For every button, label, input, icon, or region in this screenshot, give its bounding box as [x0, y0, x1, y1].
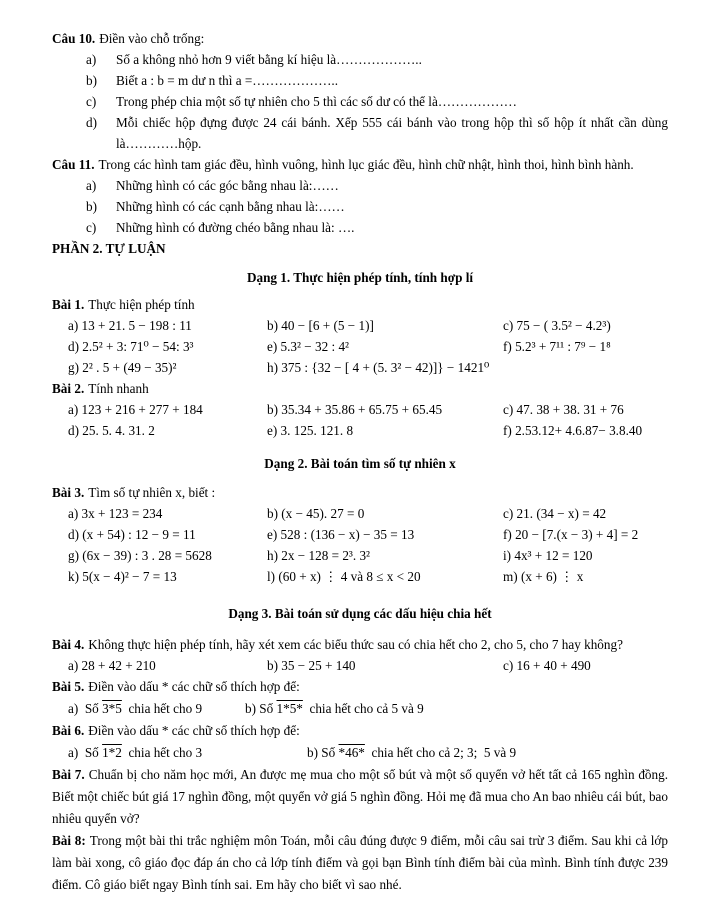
exercise-item: d) (x + 54) : 12 − 9 = 11: [68, 527, 196, 542]
cau10-label: Câu 10.: [52, 31, 96, 46]
item-suffix: chia hết cho 9: [121, 701, 203, 716]
overlined-number: 1*5*: [276, 701, 303, 716]
bai6-header: [52, 720, 668, 741]
item-suffix: chia hết cho cả 2; 3; 5 và 9: [364, 745, 517, 760]
bai6-items: [68, 741, 668, 764]
exercise-item: l) (60 + x) ⋮ 4 và 8 ≤ x < 20: [267, 569, 421, 584]
exercise-item: c) 47. 38 + 38. 31 + 76: [503, 402, 624, 417]
exercise-item: m) (x + 6) ⋮ x: [503, 569, 584, 584]
exercise-item: b) 35 − 25 + 140: [267, 658, 356, 673]
bai7-label: Bài 7.: [52, 767, 85, 782]
bai3-items: [68, 503, 668, 587]
cau11-intro: Trong các hình tam giác đều, hình vuông, hình lục giác đều, hình chữ nhật, hình thoi, hình bình hành.: [98, 157, 634, 172]
exercise-item: c) 16 + 40 + 490: [503, 658, 591, 673]
bai1-items: [68, 315, 668, 378]
exercise-item: i) 4x³ + 12 = 120: [503, 548, 593, 563]
bai4-items: [68, 655, 668, 676]
item-letter: c): [86, 94, 97, 109]
bai6-label: Bài 6.: [52, 723, 85, 738]
exercise-item: a) 123 + 216 + 277 + 184: [68, 402, 203, 417]
cau10-section: [52, 28, 668, 154]
bai4-desc: Không thực hiện phép tính, hãy xét xem các biểu thức sau có chia hết cho 2, cho 5, cho 7 hay không?: [88, 637, 623, 652]
bai2-header: [52, 378, 668, 399]
bai5-desc: Điền vào dấu * các chữ số thích hợp để:: [88, 679, 300, 694]
item-text: Biết a : b = m dư n thì a =………………..: [116, 73, 339, 88]
bai2-desc: Tính nhanh: [88, 381, 149, 396]
bai3-desc: Tìm số tự nhiên x, biết :: [88, 485, 216, 500]
cau11-heading: [52, 154, 668, 175]
exercise-item: a) 3x + 123 = 234: [68, 506, 163, 521]
part2-title: PHẦN 2. TỰ LUẬN: [52, 241, 166, 256]
item-letter: d): [86, 115, 97, 130]
overlined-number: 1*2: [102, 745, 122, 760]
exercise-item: [245, 697, 424, 720]
item-text: Những hình có đường chéo bằng nhau là: ….: [116, 220, 355, 235]
item-prefix: a) Số: [68, 745, 103, 760]
exercise-item: h) 375 : {32 − [ 4 + (5. 3² − 42)]} − 1421⁰: [267, 360, 490, 375]
exercise-item: d) 2.5² + 3: 71⁰ − 54: 3³: [68, 339, 194, 354]
exercise-item: c) 75 − ( 3.5² − 4.2³): [503, 318, 611, 333]
dang1-title: Dạng 1. Thực hiện phép tính, tính hợp lí: [246, 270, 474, 285]
exercise-item: g) (6x − 39) : 3 . 28 = 5628: [68, 548, 212, 563]
list-item: [86, 91, 668, 112]
exercise-item: e) 3. 125. 121. 8: [267, 423, 354, 438]
list-item: [86, 70, 668, 91]
item-text: Những hình có các cạnh bằng nhau là:……: [116, 199, 345, 214]
item-prefix: b) Số: [307, 745, 339, 760]
cau11-label: Câu 11.: [52, 157, 95, 172]
exercise-item: c) 21. (34 − x) = 42: [503, 506, 607, 521]
item-prefix: a) Số: [68, 701, 103, 716]
exercise-item: a) 28 + 42 + 210: [68, 658, 156, 673]
exercise-item: g) 2² . 5 + (49 − 35)²: [68, 360, 177, 375]
cau10-intro: Điền vào chỗ trống:: [99, 31, 205, 46]
bai7-paragraph: [52, 764, 668, 830]
exercise-item: d) 25. 5. 4. 31. 2: [68, 423, 155, 438]
bai2-label: Bài 2.: [52, 381, 85, 396]
overlined-number: *46*: [338, 745, 365, 760]
item-letter: a): [86, 52, 97, 67]
list-item: [86, 112, 668, 154]
bai3-label: Bài 3.: [52, 485, 85, 500]
item-suffix: chia hết cho 3: [121, 745, 203, 760]
list-item: [86, 49, 668, 70]
bai8-text: Trong một bài thi trắc nghiệm môn Toán, mỗi câu đúng được 9 điểm, mỗi câu sai trừ 3 điểm. Sau khi cả lớp làm bài xong, cô giáo đọc đáp án cho cả lớp tính điểm và gọi bạn Bình tính điểm bài của mình. Bình tính được 239 điểm. Cô giáo biết ngay Bình tính sai. Em hãy cho biết vì sao nhé.: [52, 833, 669, 892]
bai8-paragraph: [52, 830, 668, 896]
exercise-item: a) 13 + 21. 5 − 198 : 11: [68, 318, 192, 333]
dang2-title: Dạng 2. Bài toán tìm số tự nhiên x: [264, 456, 456, 471]
bai6-desc: Điền vào dấu * các chữ số thích hợp để:: [88, 723, 300, 738]
item-prefix: b) Số: [245, 701, 277, 716]
exercise-item: k) 5(x − 4)² − 7 = 13: [68, 569, 177, 584]
list-item: [86, 217, 668, 238]
exercise-item: [68, 741, 307, 764]
bai1-label: Bài 1.: [52, 297, 85, 312]
item-text: Trong phép chia một số tự nhiên cho 5 thì các số dư có thể là………………: [116, 94, 517, 109]
exercise-item: e) 5.3² − 32 : 4²: [267, 339, 350, 354]
item-suffix: chia hết cho cả 5 và 9: [302, 701, 424, 716]
bai1-header: [52, 294, 668, 315]
exercise-item: b) 35.34 + 35.86 + 65.75 + 65.45: [267, 402, 443, 417]
dang3-title: Dạng 3. Bài toán sử dụng các dấu hiệu chia hết: [228, 606, 492, 621]
cau11-section: [52, 154, 668, 238]
bai5-label: Bài 5.: [52, 679, 85, 694]
item-letter: b): [86, 73, 97, 88]
bai8-label: Bài 8:: [52, 833, 86, 848]
bai5-header: [52, 676, 668, 697]
item-text: Mỗi chiếc hộp đựng được 24 cái bánh. Xếp 555 cái bánh vào trong hộp thì số hộp ít nhất cần dùng là…………hộp.: [116, 115, 668, 151]
exercise-item: b) (x − 45). 27 = 0: [267, 506, 365, 521]
exercise-item: e) 528 : (136 − x) − 35 = 13: [267, 527, 415, 542]
list-item: [86, 175, 668, 196]
item-letter: b): [86, 199, 97, 214]
exercise-item: f) 20 − [7.(x − 3) + 4] = 2: [503, 527, 639, 542]
item-text: Số a không nhỏ hơn 9 viết bằng kí hiệu là………………..: [116, 52, 422, 67]
exercise-item: [307, 741, 516, 764]
overlined-number: 3*5: [102, 701, 122, 716]
exercise-item: f) 5.2³ + 7¹¹ : 7⁹ − 1⁸: [503, 339, 611, 354]
cau10-heading: [52, 28, 668, 49]
item-letter: a): [86, 178, 97, 193]
bai2-items: [68, 399, 668, 441]
bai7-text: Chuẩn bị cho năm học mới, An được mẹ mua cho một số bút và một số quyển vở hết tất cả 165 nghìn đồng. Biết một chiếc bút giá 17 nghìn đồng, một quyển vở giá 5 nghìn đồng. Hỏi mẹ đã mua cho An bao nhiêu cái bút, bao nhiêu quyển vở?: [52, 767, 668, 826]
bai4-label: Bài 4.: [52, 637, 85, 652]
exercise-item: [68, 697, 245, 720]
exercise-item: b) 40 − [6 + (5 − 1)]: [267, 318, 374, 333]
bai1-desc: Thực hiện phép tính: [88, 297, 195, 312]
item-text: Những hình có các góc bằng nhau là:……: [116, 178, 339, 193]
exercise-item: f) 2.53.12+ 4.6.87− 3.8.40: [503, 423, 643, 438]
bai3-header: [52, 482, 668, 503]
bai5-items: [68, 697, 668, 720]
exercise-item: h) 2x − 128 = 2³. 3²: [267, 548, 371, 563]
bai4-header: [52, 634, 668, 655]
list-item: [86, 196, 668, 217]
item-letter: c): [86, 220, 97, 235]
